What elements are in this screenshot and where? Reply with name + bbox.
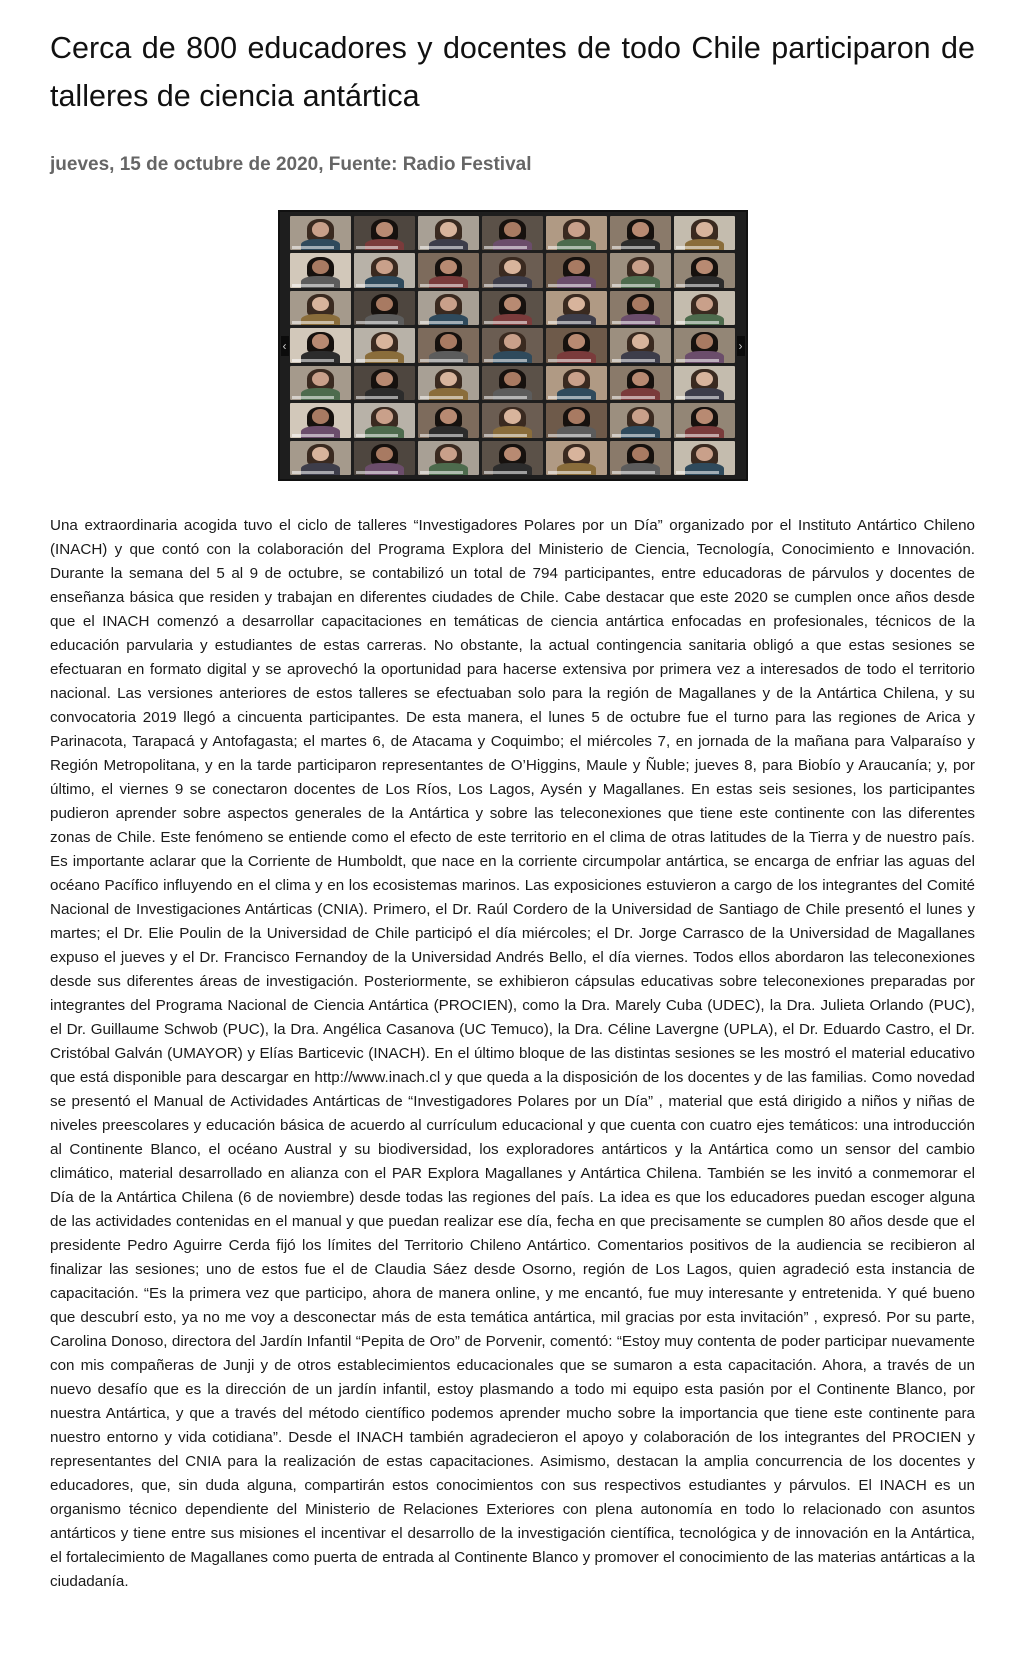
participant-video-tile	[610, 216, 671, 250]
participant-video-tile	[610, 403, 671, 437]
participant-video-tile	[354, 403, 415, 437]
participant-video-tile	[290, 216, 351, 250]
participant-video-tile	[482, 366, 543, 400]
participant-video-tile	[290, 253, 351, 287]
participant-video-tile	[354, 216, 415, 250]
participant-video-tile	[674, 366, 735, 400]
participant-grid	[290, 216, 736, 475]
participant-video-tile	[546, 441, 607, 475]
participant-video-tile	[546, 291, 607, 325]
article	[50, 24, 975, 1594]
participant-video-tile	[290, 403, 351, 437]
participant-video-tile	[482, 253, 543, 287]
participant-video-tile	[418, 328, 479, 362]
participant-video-tile	[674, 253, 735, 287]
participant-video-tile	[354, 253, 415, 287]
chevron-right-icon[interactable]: ›	[737, 336, 745, 356]
participant-video-tile	[546, 216, 607, 250]
participant-video-tile	[610, 253, 671, 287]
chevron-left-icon[interactable]: ‹	[281, 336, 289, 356]
participant-video-tile	[482, 291, 543, 325]
participant-video-tile	[610, 328, 671, 362]
participant-video-tile	[482, 403, 543, 437]
participant-video-tile	[546, 328, 607, 362]
participant-video-tile	[482, 328, 543, 362]
participant-video-tile	[354, 291, 415, 325]
participant-video-tile	[546, 366, 607, 400]
participant-video-tile	[546, 403, 607, 437]
participant-video-tile	[482, 216, 543, 250]
participant-video-tile	[546, 253, 607, 287]
participant-video-tile	[290, 291, 351, 325]
participant-video-tile	[418, 291, 479, 325]
participant-video-tile	[354, 328, 415, 362]
participant-video-tile	[290, 328, 351, 362]
participant-video-tile	[674, 441, 735, 475]
article-paragraph: Una extraordinaria acogida tuvo el ciclo de talleres “Investigadores Polares por un Día” organizado por el Instituto Antártico Chileno (INACH) y que contó con la colaboración del Programa Explora del Ministerio de Ciencia, Tecnología, Conocimiento e Innovación. Durante la semana del 5 al 9 de octubre, se contabilizó un total de 794 participantes, entre educadoras de párvulos y docentes de enseñanza básica que residen y trabajan en diferentes ciudades de Chile. Cabe destacar que este 2020 se cumplen once años desde que el INACH comenzó a desarrollar capacitaciones en temáticas de ciencia antártica enfocadas en profesionales, técnicos de la educación parvularia y estudiantes de estas carreras. No obstante, la actual contingencia sanitaria obligó a que estas sesiones se efectuaran en formato digital y se aprovechó la oportunidad para hacerse extensiva por primera vez a interesados de todo el territorio nacional. Las versiones anteriores de estos talleres se efectuaban solo para la región de Magallanes y de la Antártica Chilena, y su convocatoria 2019 llegó a cincuenta participantes. De esta manera, el lunes 5 de octubre fue el turno para las regiones de Arica y Parinacota, Tarapacá y Antofagasta; el martes 6, de Atacama y Coquimbo; el miércoles 7, en jornada de la mañana para Valparaíso y Región Metropolitana, y en la tarde participaron representantes de O’Higgins, Maule y Ñuble; jueves 8, para Biobío y Araucanía; y, por último, el viernes 9 se conectaron docentes de Los Ríos, Los Lagos, Aysén y Magallanes. En estas seis sesiones, los participantes pudieron aprender sobre aspectos generales de la Antártica y sobre las teleconexiones que tiene este continente con las diferentes zonas de Chile. Este fenómeno se entiende como el efecto de este territorio en el clima de otras latitudes de la Tierra y de nuestro país. Es importante aclarar que la Corriente de Humboldt, que nace en la corriente circumpolar antártica, se encarga de enfriar las aguas del océano Pacífico influyendo en el clima y en los ecosistemas marinos. Las exposiciones estuvieron a cargo de los integrantes del Comité Nacional de Investigaciones Antárticas (CNIA). Primero, el Dr. Raúl Cordero de la Universidad de Santiago de Chile presentó el lunes y martes; el Dr. Elie Poulin de la Universidad de Chile participó el día miércoles; el Dr. Jorge Carrasco de la Universidad de Magallanes expuso el jueves y el Dr. Francisco Fernandoy de la Universidad Andrés Bello, el día viernes. Todos ellos abordaron las teleconexiones desde sus diferentes áreas de investigación. Posteriormente, se exhibieron cápsulas educativas sobre teleconexiones preparadas por integrantes del Programa Nacional de Ciencia Antártica (PROCIEN), como la Dra. Marely Cuba (UDEC), la Dra. Julieta Orlando (PUC), el Dr. Guillaume Schwob (PUC), la Dra. Angélica Casanova (UC Temuco), la Dra. Céline Lavergne (UPLA), el Dr. Eduardo Castro, el Dr. Cristóbal Galván (UMAYOR) y Elías Barticevic (INACH). En el último bloque de las distintas sesiones se les mostró el material educativo que está disponible para descargar en http://www.inach.cl y que queda a la disposición de los docentes y de las familias. Como novedad se presentó el Manual de Actividades Antárticas de “Investigadores Polares por un Día” , material que está dirigido a niños y niñas de niveles preescolares y educación básica de acuerdo al currículum educacional y que cuenta con cuatro ejes temáticos: una introducción al Continente Blanco, el océano Austral y su biodiversidad, los exploradores antárticos y la Antártica como un sensor del cambio climático, material desarrollado en alianza con el PAR Explora Magallanes y Antártica Chilena. También se les invitó a conmemorar el Día de la Antártica Chilena (6 de noviembre) desde todas las regiones del país. La idea es que los educadores puedan escoger alguna de las actividades contenidas en el manual y que puedan realizar ese día, fecha en que precisamente se cumplen 80 años desde que el presidente Pedro Aguirre Cerda fijó los límites del Territorio Chileno Antártico. Comentarios positivos de la audiencia se recibieron al finalizar las sesiones; uno de estos fue el de Claudia Sáez desde Osorno, región de Los Lagos, quien agradeció esta instancia de capacitación. “Es la primera vez que participo, ahora de manera online, y me encantó, fue muy interesante y entretenida. Y qué bueno que descubrí esto, ya no me voy a desconectar más de esta temática antártica, mil gracias por esta invitación” , expresó. Por su parte, Carolina Donoso, directora del Jardín Infantil “Pepita de Oro” de Porvenir, comentó: “Estoy muy contenta de poder participar nuevamente con mis compañeras de Junji y de otros establecimientos educacionales que se sumaron a esta capacitación. Ahora, a través de un nuevo desafío que es la dirección de un jardín infantil, estoy plasmando a todo mi equipo esta pasión por el Continente Blanco, por nuestra Antártica, y que a través del método científico podemos aprender mucho sobre la importancia que tiene este continente para nuestro entorno y vida cotidiana”. Desde el INACH también agradecieron el apoyo y colaboración de los integrantes del PROCIEN y representantes del CNIA para la realización de estas capacitaciones. Asimismo, destacan la amplia concurrencia de los docentes y educadores, que, sin duda alguna, compartirán estos conocimientos con sus respectivos estudiantes y párvulos. El INACH es un organismo técnico dependiente del Ministerio de Relaciones Exteriores con plena autonomía en todo lo relacionado con asuntos antárticos y tiene entre sus misiones el incentivar el desarrollo de la investigación científica, tecnológica y de innovación en la Antártica, el fortalecimiento de Magallanes como puerta de entrada al Continente Blanco y promover el conocimiento de las materias antárticas a la ciudadanía.	[50, 517, 975, 1590]
participant-video-tile	[674, 328, 735, 362]
article-date-source: jueves, 15 de octubre de 2020, Fuente: Radio Festival	[50, 154, 532, 175]
participant-video-tile	[482, 441, 543, 475]
participant-video-tile	[354, 441, 415, 475]
participant-video-tile	[674, 291, 735, 325]
participant-video-tile	[418, 216, 479, 250]
participant-video-tile	[418, 366, 479, 400]
participant-video-tile	[674, 216, 735, 250]
video-conference-grid-photo	[278, 210, 748, 481]
participant-video-tile	[610, 291, 671, 325]
participant-video-tile	[674, 403, 735, 437]
participant-video-tile	[418, 403, 479, 437]
article-title: Cerca de 800 educadores y docentes de todo Chile participaron de talleres de ciencia antártica	[50, 31, 975, 113]
participant-video-tile	[418, 253, 479, 287]
article-body	[50, 514, 975, 1594]
participant-video-tile	[354, 366, 415, 400]
participant-video-tile	[418, 441, 479, 475]
participant-video-tile	[610, 441, 671, 475]
participant-video-tile	[290, 366, 351, 400]
participant-video-tile	[610, 366, 671, 400]
participant-video-tile	[290, 441, 351, 475]
